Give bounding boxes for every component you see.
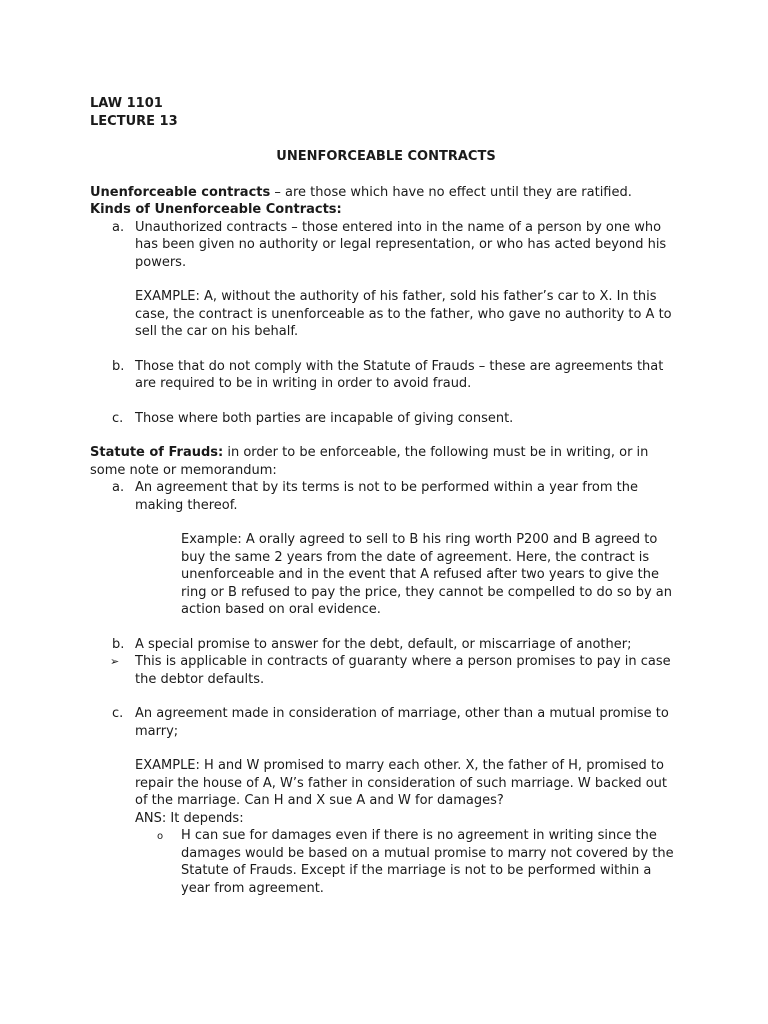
circle-bullet-icon: o	[157, 831, 164, 842]
answer-label: ANS: It depends:	[135, 810, 244, 826]
sub-bullet-text: H can sue for damages even if there is no agreement in writing since the damages would be based on a mutual promise to marry not covered by the Statute of Frauds. Except if the marriage is not to be performed within a year from agreement.	[181, 828, 674, 896]
course-code: LAW 1101	[90, 96, 163, 111]
kinds-heading: Kinds of Unenforceable Contracts:	[90, 202, 342, 217]
statute-term: Statute of Frauds:	[90, 445, 224, 460]
bullet-text: This is applicable in contracts of guaranty where a person promises to pay in case the debtor defaults.	[135, 654, 671, 687]
list-item-text: An agreement made in consideration of marriage, other than a mutual promise to marry;	[135, 706, 669, 739]
example-paragraph: EXAMPLE: H and W promised to marry each other. X, the father of H, promised to repair the house of A, W’s father in consideration of such marriage. W backed out of the marriage. Can H and X sue A and W for damages?	[135, 758, 668, 808]
list-marker: b.	[112, 636, 125, 652]
definition-text: – are those which have no effect until they are ratified.	[270, 184, 632, 200]
list-marker: b.	[112, 358, 125, 374]
arrow-bullet-icon: ➢	[110, 655, 120, 668]
list-item	[90, 636, 682, 654]
list-item-text: A special promise to answer for the debt, default, or miscarriage of another;	[135, 636, 632, 652]
definition-paragraph	[90, 184, 682, 202]
definition-term: Unenforceable contracts	[90, 184, 271, 200]
example-paragraph: Example: A orally agreed to sell to B his ring worth P200 and B agreed to buy the same 2 years from the date of agreement. Here, the contract is unenforceable and in the event that A refused after two years to give the ring or B refused to pay the price, they cannot be compelled to do so by an action based on oral evidence.	[181, 532, 673, 617]
statute-paragraph	[90, 444, 682, 479]
list-item	[90, 705, 682, 740]
list-marker: c.	[112, 410, 124, 426]
sub-bullet-item	[90, 827, 682, 897]
example-paragraph: EXAMPLE: A, without the authority of his father, sold his father’s car to X. In this case, the contract is unenforceable as to the father, who gave no authority to A to sell the car on his behalf.	[135, 289, 672, 339]
bullet-item	[90, 653, 682, 688]
list-item	[90, 479, 682, 514]
list-item	[90, 219, 682, 272]
lecture-number: LECTURE 13	[90, 113, 178, 129]
list-item-text: Those that do not comply with the Statute of Frauds – these are agreements that are required to be in writing in order to avoid fraud.	[135, 358, 664, 391]
list-item-text: Unauthorized contracts – those entered into in the name of a person by one who has been given no authority or legal representation, or who has acted beyond his powers.	[135, 219, 667, 270]
list-item	[90, 410, 682, 428]
list-marker: a.	[112, 219, 125, 235]
document-page	[90, 95, 682, 897]
list-item-text: An agreement that by its terms is not to be performed within a year from the making thereof.	[135, 480, 638, 513]
list-item	[90, 358, 682, 393]
statute-text: in order to be enforceable, the following must be in writing, or in some note or memorandum:	[90, 445, 649, 478]
document-title: UNENFORCEABLE CONTRACTS	[276, 149, 496, 164]
list-marker: c.	[112, 706, 124, 721]
list-marker: a.	[112, 480, 125, 495]
list-item-text: Those where both parties are incapable of giving consent.	[135, 410, 514, 426]
